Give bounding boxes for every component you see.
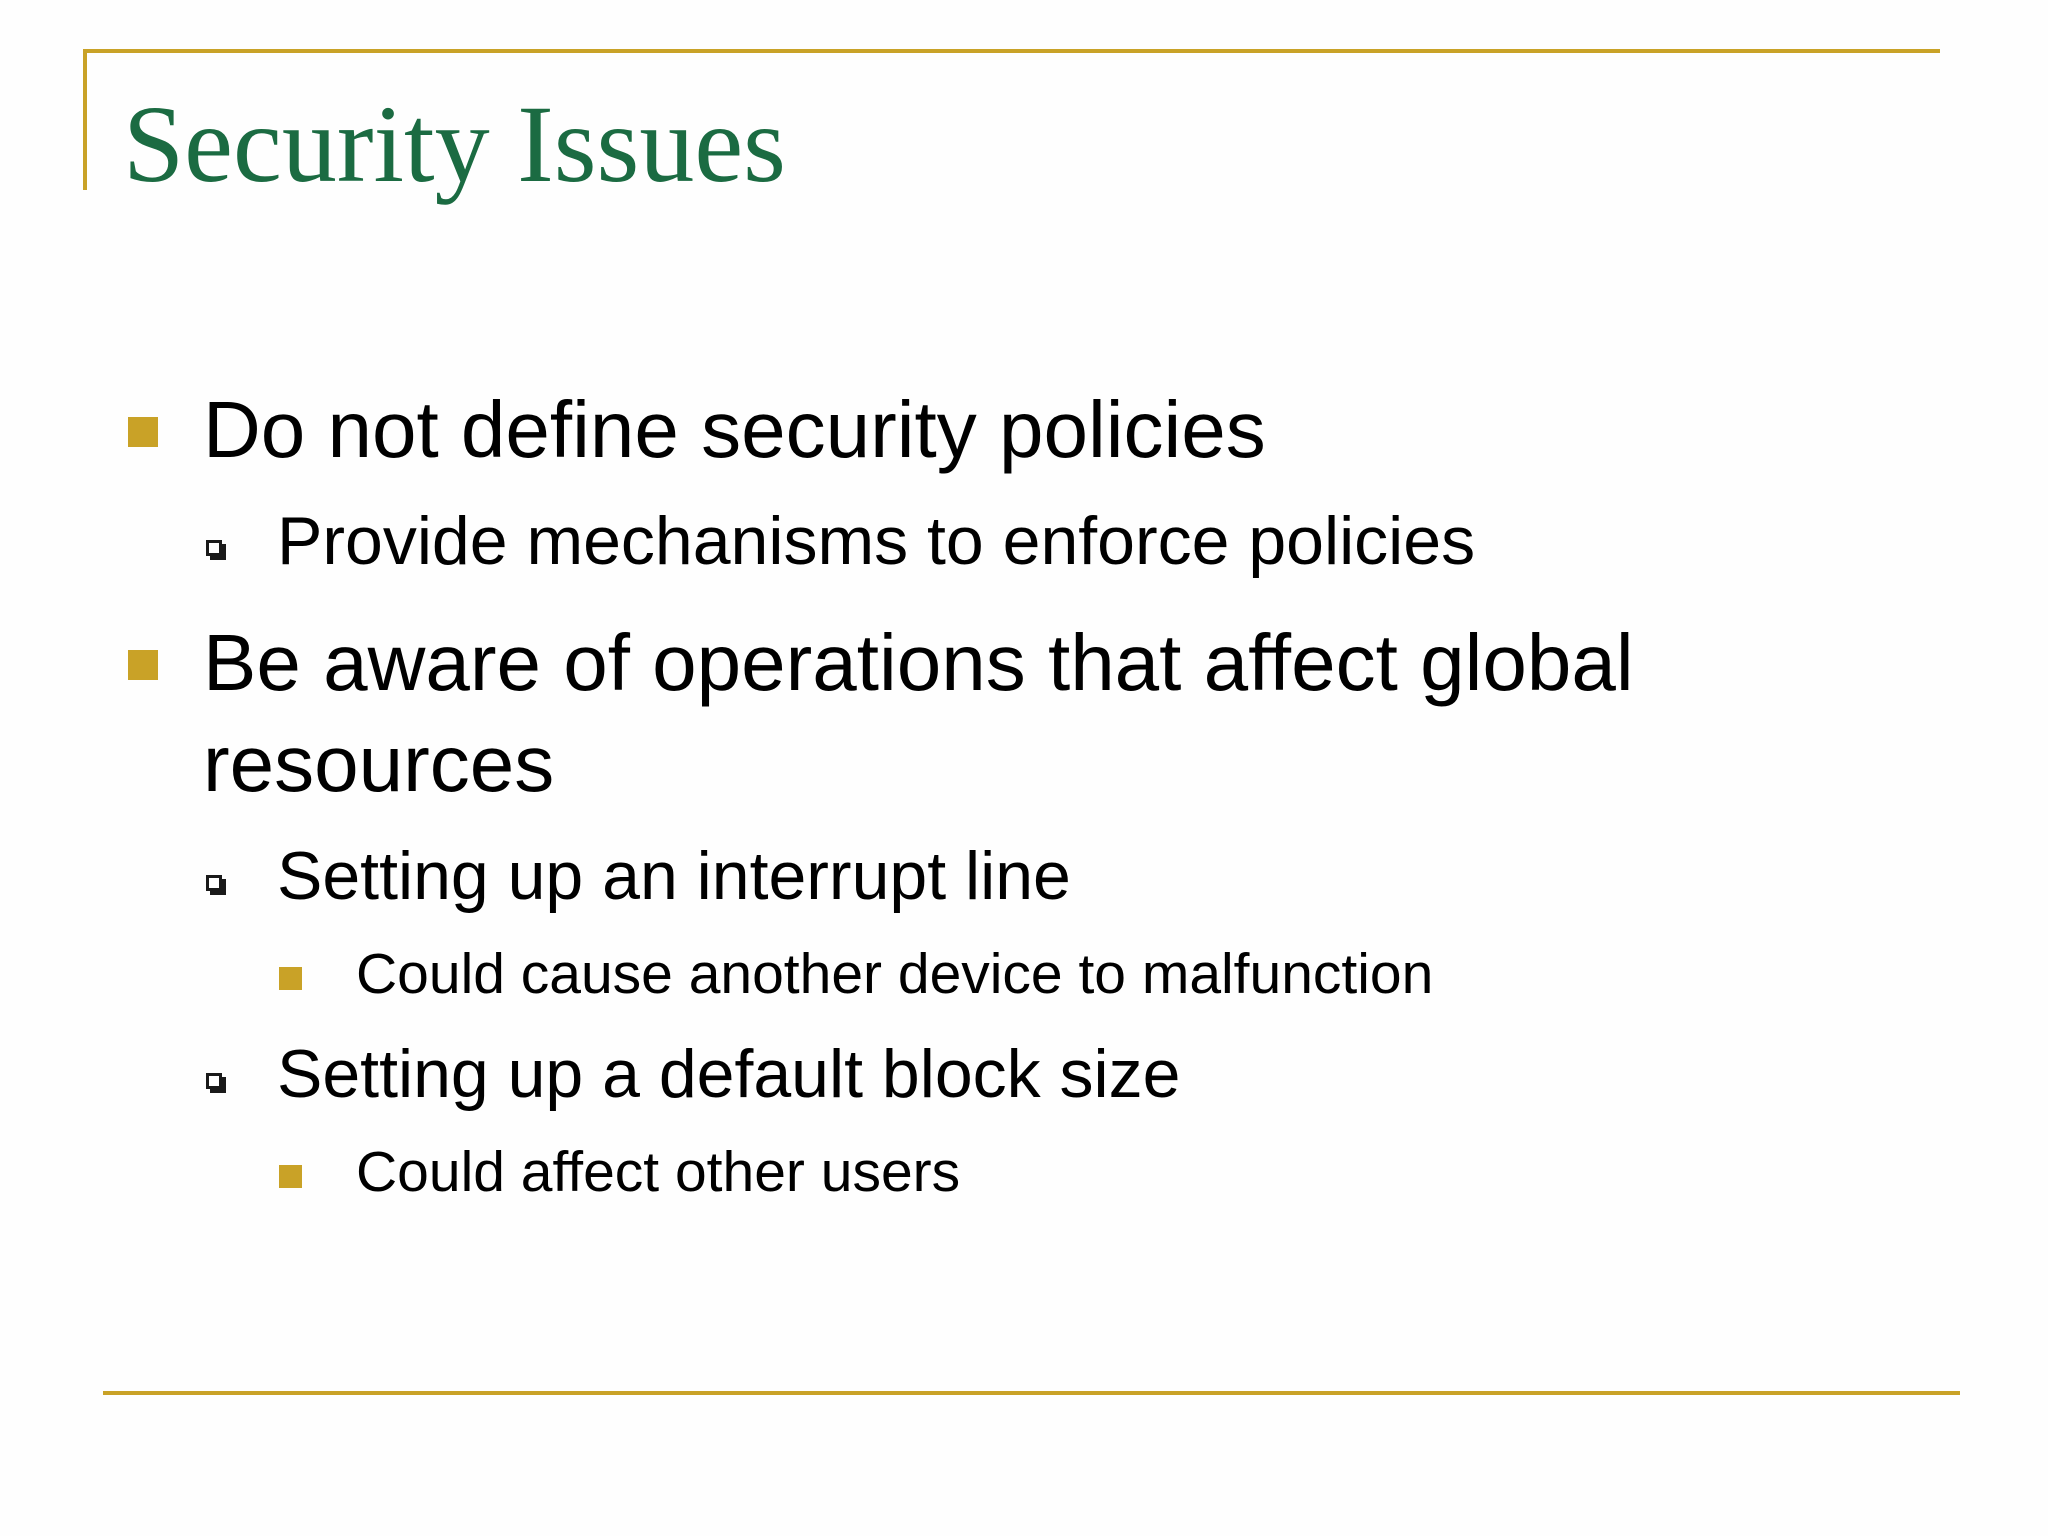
list-item-level2: Provide mechanisms to enforce policies <box>277 503 1476 579</box>
square-bullet-icon <box>279 1165 302 1188</box>
list-item-level1: Do not define security policies <box>203 385 1266 474</box>
list-item-level3: Could cause another device to malfunction <box>356 942 1434 1006</box>
hollow-square-bullet-icon <box>206 540 222 556</box>
square-bullet-icon <box>128 417 158 447</box>
hollow-square-bullet-icon <box>206 1073 222 1089</box>
square-bullet-icon <box>279 967 302 990</box>
list-item-level3: Could affect other users <box>356 1140 961 1204</box>
list-item-level2: Setting up an interrupt line <box>277 838 1071 914</box>
hollow-square-bullet-icon <box>206 875 222 891</box>
list-item-level1: Be aware of operations that affect global <box>203 618 1634 707</box>
list-item-level2: Setting up a default block size <box>277 1036 1181 1112</box>
list-item-level1-continuation: resources <box>203 719 555 808</box>
square-bullet-icon <box>128 650 158 680</box>
slide-title: Security Issues <box>123 83 786 205</box>
